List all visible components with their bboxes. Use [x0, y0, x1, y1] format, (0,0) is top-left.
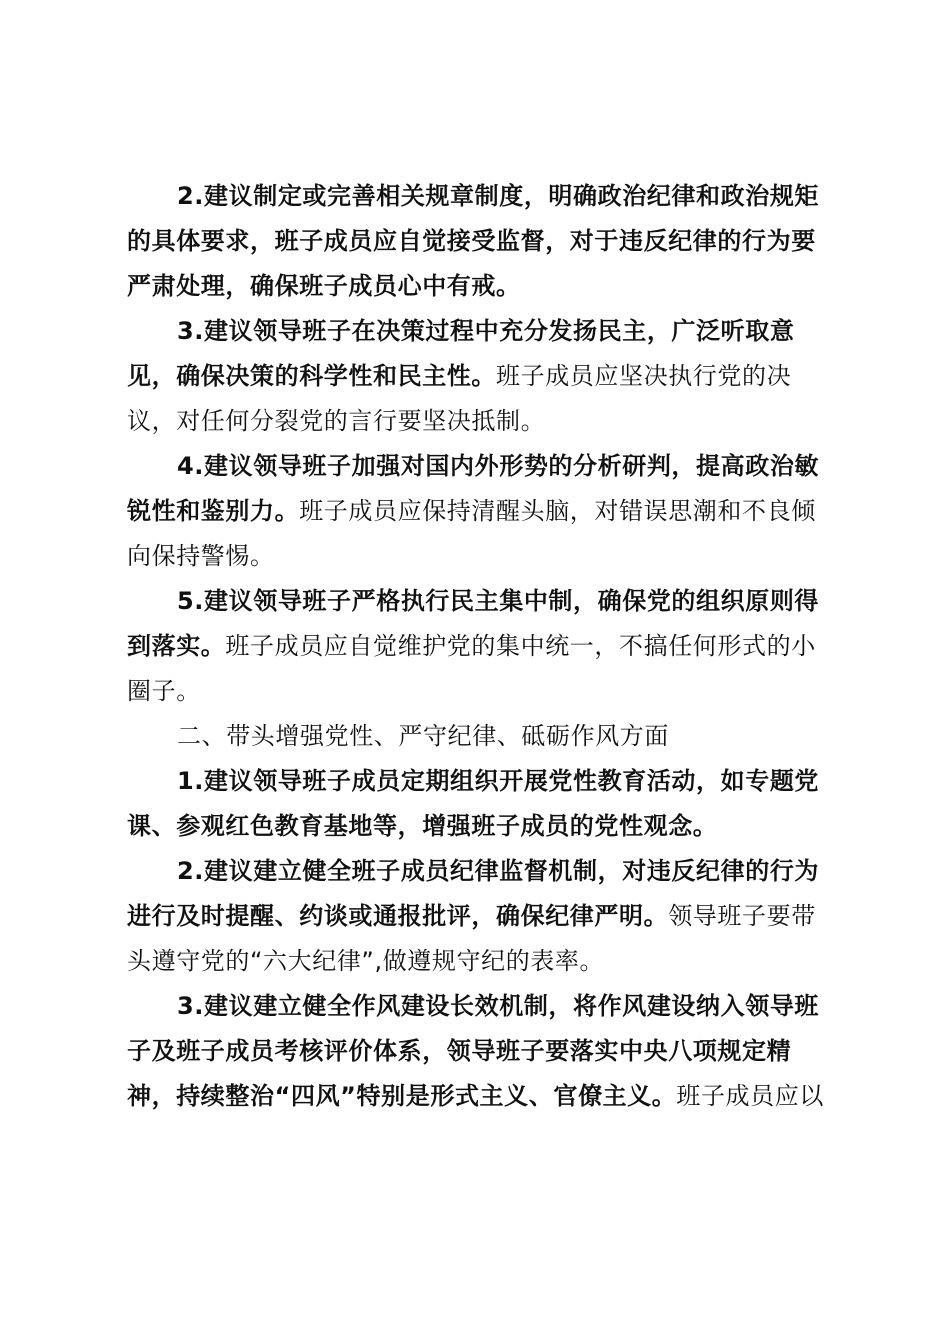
- paragraph-item-5-centralism: [127, 579, 839, 714]
- paragraph-bold-text: 5.建议领导班子严格执行民主集中制，确保党的组织原则得到落实。: [127, 587, 820, 660]
- document-body: [127, 174, 839, 1119]
- paragraph-normal-text: 班子成员应自觉维护党的集中统一，不搞任何形式的小圈子。: [127, 632, 816, 705]
- paragraph-normal-text: 班子成员应保持清醒头脑，对错误思潮和不良倾向保持警惕。: [127, 497, 816, 570]
- paragraph-item-3-style: [127, 984, 839, 1119]
- paragraph-bold-text: 1.建议领导班子成员定期组织开展党性教育活动，如专题党课、参观红色教育基地等，增强班子成员的党性观念。: [127, 767, 820, 840]
- paragraph-item-2-discipline: [127, 849, 839, 984]
- paragraph-item-2-rules: [127, 174, 839, 309]
- paragraph-normal-text: 班子成员应以: [676, 1082, 824, 1110]
- paragraph-normal-text: 领导班子要带头遵守党的“六大纪律”,做遵规守纪的表率。: [127, 902, 816, 975]
- paragraph-bold-text: 3.建议领导班子在决策过程中充分发扬民主，广泛听取意见，确保决策的科学性和民主性。: [127, 317, 795, 390]
- paragraph-normal-text: 班子成员应坚决执行党的决议，对任何分裂党的言行要坚决抵制。: [127, 362, 792, 435]
- paragraph-bold-text: 2.建议制定或完善相关规章制度，明确政治纪律和政治规矩的具体要求，班子成员应自觉接受监督，对于违反纪律的行为要严肃处理，确保班子成员心中有戒。: [127, 182, 820, 300]
- paragraph-item-3-democracy: [127, 309, 839, 444]
- paragraph-item-4-analysis: [127, 444, 839, 579]
- section-heading: 二、带头增强党性、严守纪律、砥砺作风方面: [177, 722, 669, 750]
- paragraph-bold-text: 2.建议建立健全班子成员纪律监督机制，对违反纪律的行为进行及时提醒、约谈或通报批评，确保纪律严明。: [127, 857, 820, 930]
- paragraph-item-1-education: [127, 759, 839, 849]
- paragraph-bold-text: 4.建议领导班子加强对国内外形势的分析研判，提高政治敏锐性和鉴别力。: [127, 452, 820, 525]
- paragraph-bold-text: 3.建议建立健全作风建设长效机制，将作风建设纳入领导班子及班子成员考核评价体系，领导班子要落实中央八项规定精神，持续整治“四风”特别是形式主义、官僚主义。: [127, 992, 820, 1110]
